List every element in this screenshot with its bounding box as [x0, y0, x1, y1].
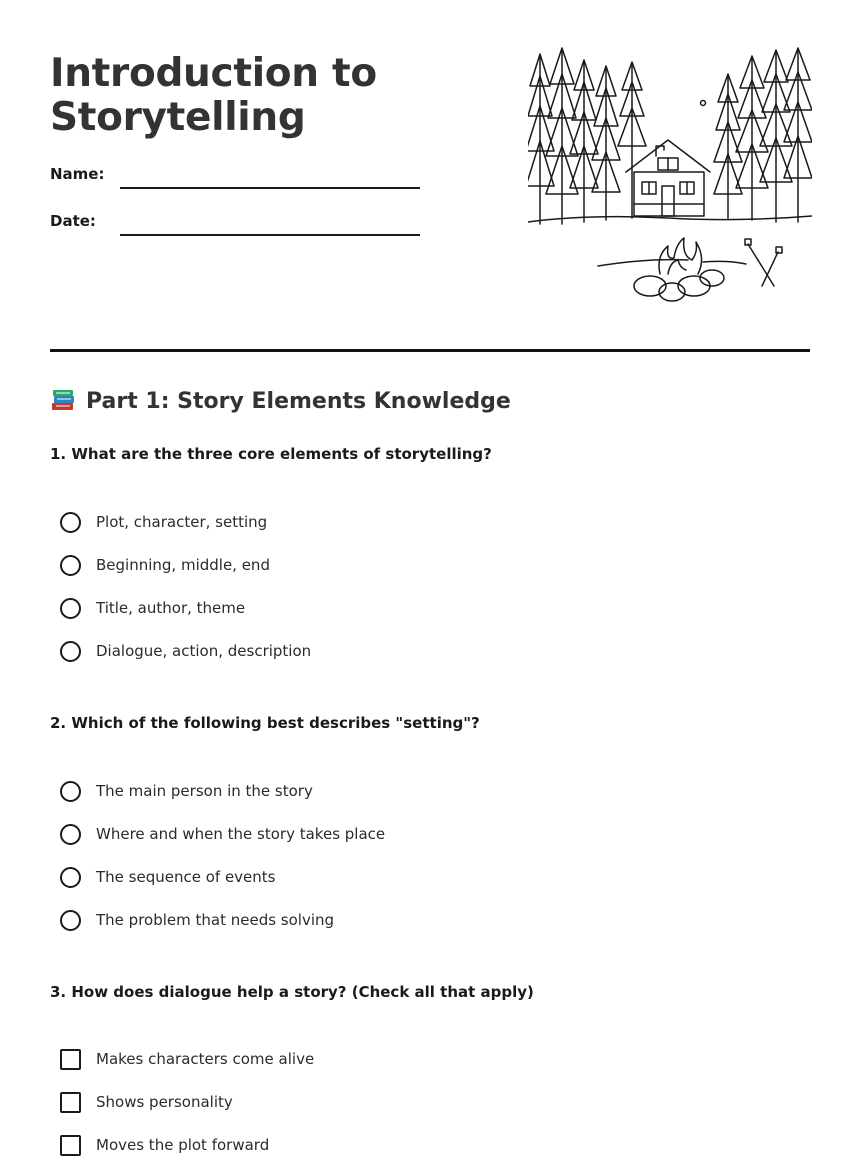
question-2: 2. Which of the following best describes "setting"? — [50, 714, 480, 732]
option-label: Title, author, theme — [96, 599, 246, 617]
q2-option-3[interactable] — [60, 864, 275, 890]
section-title-part-1 — [50, 388, 511, 414]
books-icon — [50, 388, 76, 414]
checkbox[interactable] — [60, 1049, 81, 1070]
pine-tree-icon — [528, 54, 554, 224]
radio-button[interactable] — [60, 598, 81, 619]
option-label: Dialogue, action, description — [96, 642, 312, 660]
radio-button[interactable] — [60, 910, 81, 931]
radio-button[interactable] — [60, 781, 81, 802]
q3-option-2[interactable] — [60, 1089, 233, 1115]
q2-option-1[interactable] — [60, 778, 313, 804]
cabin-icon — [626, 140, 710, 216]
section-title-text: Part 1: Story Elements Knowledge — [86, 388, 511, 414]
date-label: Date: — [50, 212, 96, 230]
checkbox[interactable] — [60, 1092, 81, 1113]
q2-option-2[interactable] — [60, 821, 385, 847]
option-label: Makes characters come alive — [96, 1050, 315, 1068]
campfire-icon — [598, 238, 746, 301]
option-label: The sequence of events — [96, 868, 276, 886]
option-label: Plot, character, setting — [96, 513, 268, 531]
name-field[interactable] — [120, 187, 420, 189]
radio-button[interactable] — [60, 555, 81, 576]
marshmallow-sticks-icon — [745, 239, 782, 286]
name-label: Name: — [50, 165, 105, 183]
q2-option-4[interactable] — [60, 907, 334, 933]
option-label: Moves the plot forward — [96, 1136, 270, 1154]
option-label: Where and when the story takes place — [96, 825, 386, 843]
header-divider — [50, 349, 810, 352]
option-label: Beginning, middle, end — [96, 556, 270, 574]
radio-button[interactable] — [60, 867, 81, 888]
question-1: 1. What are the three core elements of storytelling? — [50, 445, 492, 463]
pine-tree-icon — [592, 66, 620, 220]
radio-button[interactable] — [60, 641, 81, 662]
option-label: The problem that needs solving — [96, 911, 335, 929]
title-line-1: Introduction to — [50, 51, 377, 96]
option-label: Shows personality — [96, 1093, 233, 1111]
q3-option-3[interactable] — [60, 1132, 269, 1158]
q3-option-1[interactable] — [60, 1046, 314, 1072]
option-label: The main person in the story — [96, 782, 313, 800]
question-3: 3. How does dialogue help a story? (Check all that apply) — [50, 983, 534, 1001]
title-line-2: Storytelling — [50, 95, 306, 140]
q1-option-1[interactable] — [60, 509, 267, 535]
page-title — [50, 52, 377, 140]
pine-tree-icon — [546, 48, 578, 224]
radio-button[interactable] — [60, 512, 81, 533]
q1-option-2[interactable] — [60, 552, 270, 578]
q1-option-3[interactable] — [60, 595, 245, 621]
q1-option-4[interactable] — [60, 638, 311, 664]
radio-button[interactable] — [60, 824, 81, 845]
cabin-campfire-illustration — [528, 46, 812, 306]
checkbox[interactable] — [60, 1135, 81, 1156]
date-field[interactable] — [120, 234, 420, 236]
